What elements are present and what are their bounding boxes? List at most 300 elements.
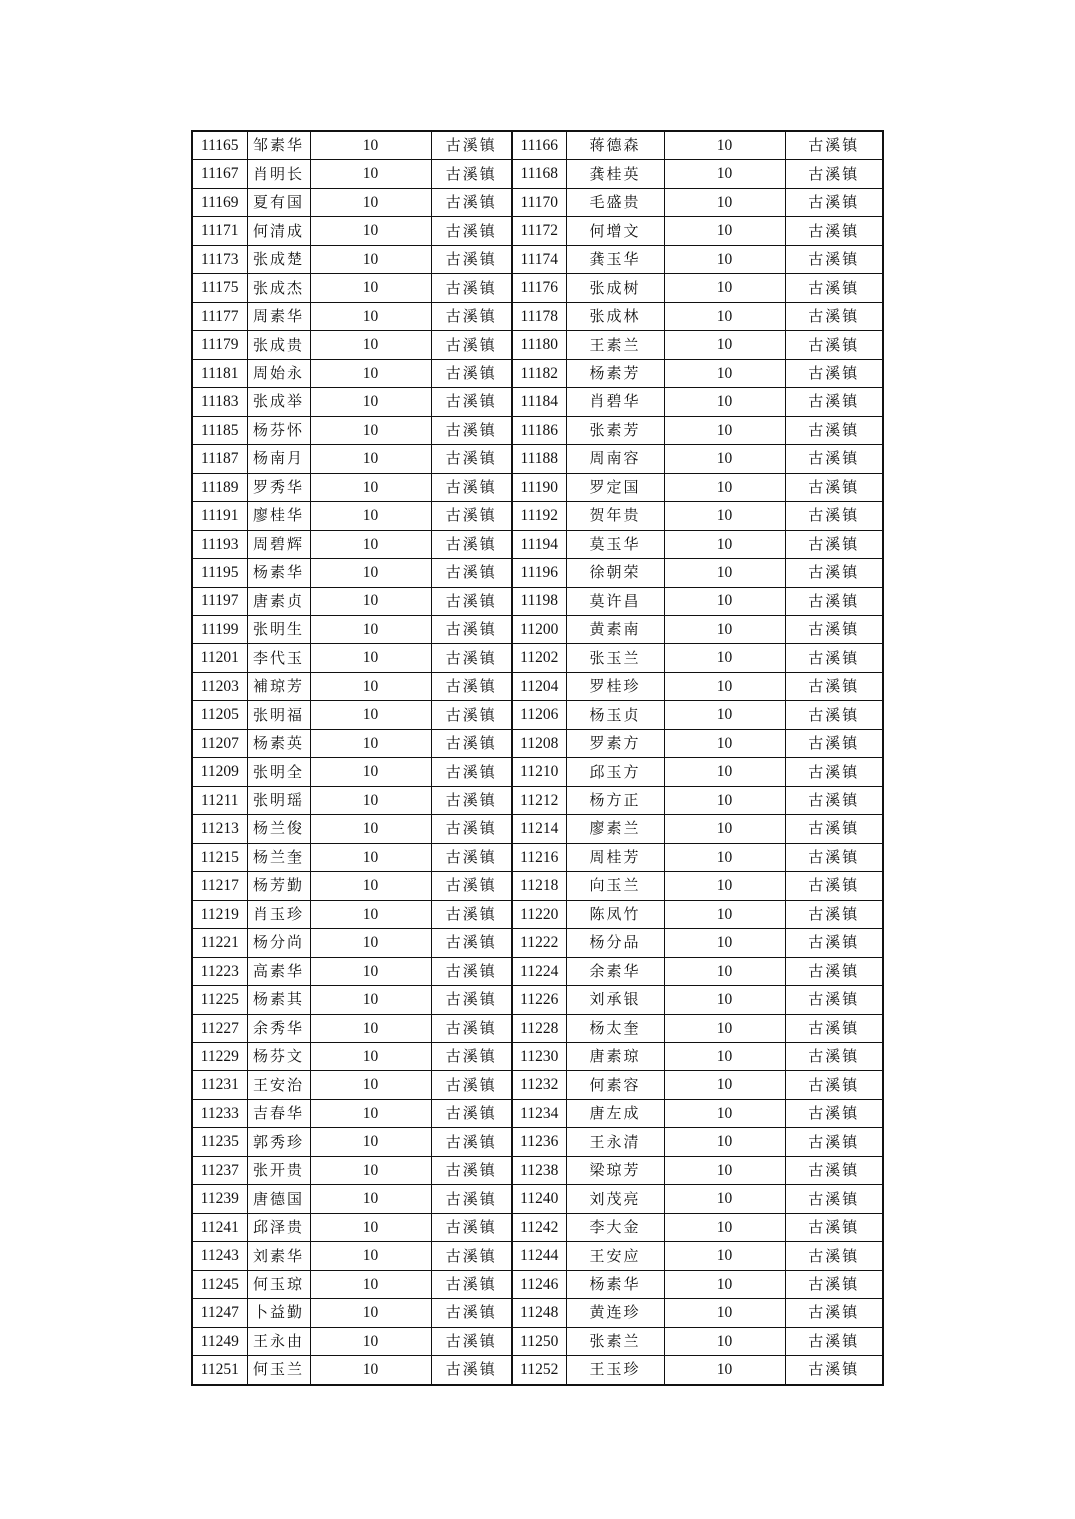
left-id-cell: 11197: [192, 587, 247, 615]
right-id-cell: 11178: [512, 302, 566, 330]
right-town-cell: 古溪镇: [785, 1242, 883, 1270]
table-row: [192, 217, 883, 245]
left-amount-cell: 10: [310, 672, 431, 700]
right-name-cell: 刘承银: [566, 986, 664, 1014]
table-row: [192, 701, 883, 729]
left-id-cell: 11241: [192, 1213, 247, 1241]
left-name-cell: 张明生: [247, 615, 310, 643]
right-amount-cell: 10: [664, 758, 785, 786]
left-id-cell: 11251: [192, 1356, 247, 1385]
left-id-cell: 11249: [192, 1327, 247, 1355]
left-id-cell: 11171: [192, 217, 247, 245]
left-town-cell: 古溪镇: [431, 359, 512, 387]
right-name-cell: 莫许昌: [566, 587, 664, 615]
table-row: [192, 615, 883, 643]
right-id-cell: 11252: [512, 1356, 566, 1385]
right-name-cell: 肖碧华: [566, 388, 664, 416]
left-id-cell: 11185: [192, 416, 247, 444]
left-town-cell: 古溪镇: [431, 1356, 512, 1385]
right-town-cell: 古溪镇: [785, 1270, 883, 1298]
right-id-cell: 11174: [512, 245, 566, 273]
right-town-cell: 古溪镇: [785, 359, 883, 387]
right-name-cell: 罗定国: [566, 473, 664, 501]
left-name-cell: 郭秀珍: [247, 1128, 310, 1156]
left-amount-cell: 10: [310, 502, 431, 530]
right-name-cell: 张成树: [566, 274, 664, 302]
right-amount-cell: 10: [664, 1099, 785, 1127]
left-id-cell: 11199: [192, 615, 247, 643]
left-town-cell: 古溪镇: [431, 1242, 512, 1270]
left-name-cell: 杨芬文: [247, 1043, 310, 1071]
left-town-cell: 古溪镇: [431, 672, 512, 700]
left-id-cell: 11201: [192, 644, 247, 672]
left-amount-cell: 10: [310, 302, 431, 330]
right-town-cell: 古溪镇: [785, 160, 883, 188]
left-amount-cell: 10: [310, 1270, 431, 1298]
table-row: [192, 302, 883, 330]
right-town-cell: 古溪镇: [785, 672, 883, 700]
right-name-cell: 黄素南: [566, 615, 664, 643]
right-amount-cell: 10: [664, 644, 785, 672]
right-id-cell: 11186: [512, 416, 566, 444]
right-id-cell: 11240: [512, 1185, 566, 1213]
right-amount-cell: 10: [664, 388, 785, 416]
table-row: [192, 644, 883, 672]
right-id-cell: 11192: [512, 502, 566, 530]
left-town-cell: 古溪镇: [431, 1071, 512, 1099]
table-row: [192, 1099, 883, 1127]
table-row: [192, 872, 883, 900]
left-town-cell: 古溪镇: [431, 274, 512, 302]
table-row: [192, 1270, 883, 1298]
right-id-cell: 11200: [512, 615, 566, 643]
left-town-cell: 古溪镇: [431, 587, 512, 615]
table-row: [192, 1356, 883, 1385]
right-name-cell: 周桂芳: [566, 843, 664, 871]
left-id-cell: 11215: [192, 843, 247, 871]
table-row: [192, 530, 883, 558]
table-row: [192, 1014, 883, 1042]
left-id-cell: 11169: [192, 188, 247, 216]
right-amount-cell: 10: [664, 587, 785, 615]
left-name-cell: 刘素华: [247, 1242, 310, 1270]
right-id-cell: 11194: [512, 530, 566, 558]
right-id-cell: 11220: [512, 900, 566, 928]
right-id-cell: 11176: [512, 274, 566, 302]
right-name-cell: 张成林: [566, 302, 664, 330]
right-amount-cell: 10: [664, 188, 785, 216]
right-name-cell: 张素兰: [566, 1327, 664, 1355]
right-town-cell: 古溪镇: [785, 388, 883, 416]
left-town-cell: 古溪镇: [431, 1128, 512, 1156]
right-town-cell: 古溪镇: [785, 872, 883, 900]
right-name-cell: 何增文: [566, 217, 664, 245]
table-row: [192, 445, 883, 473]
left-id-cell: 11223: [192, 957, 247, 985]
left-amount-cell: 10: [310, 1128, 431, 1156]
left-amount-cell: 10: [310, 729, 431, 757]
left-name-cell: 夏有国: [247, 188, 310, 216]
left-name-cell: 肖玉珍: [247, 900, 310, 928]
right-name-cell: 唐左成: [566, 1099, 664, 1127]
right-name-cell: 王永清: [566, 1128, 664, 1156]
right-amount-cell: 10: [664, 416, 785, 444]
right-id-cell: 11226: [512, 986, 566, 1014]
right-name-cell: 张素芳: [566, 416, 664, 444]
left-id-cell: 11213: [192, 815, 247, 843]
left-town-cell: 古溪镇: [431, 729, 512, 757]
right-id-cell: 11208: [512, 729, 566, 757]
right-town-cell: 古溪镇: [785, 1356, 883, 1385]
right-amount-cell: 10: [664, 502, 785, 530]
left-id-cell: 11221: [192, 929, 247, 957]
left-id-cell: 11233: [192, 1099, 247, 1127]
right-town-cell: 古溪镇: [785, 957, 883, 985]
left-id-cell: 11205: [192, 701, 247, 729]
left-name-cell: 補琼芳: [247, 672, 310, 700]
left-name-cell: 余秀华: [247, 1014, 310, 1042]
left-town-cell: 古溪镇: [431, 615, 512, 643]
left-amount-cell: 10: [310, 1242, 431, 1270]
right-id-cell: 11180: [512, 331, 566, 359]
right-name-cell: 唐素琼: [566, 1043, 664, 1071]
right-amount-cell: 10: [664, 274, 785, 302]
left-town-cell: 古溪镇: [431, 188, 512, 216]
table-row: [192, 331, 883, 359]
right-name-cell: 罗素方: [566, 729, 664, 757]
left-town-cell: 古溪镇: [431, 815, 512, 843]
right-name-cell: 杨太奎: [566, 1014, 664, 1042]
right-id-cell: 11232: [512, 1071, 566, 1099]
left-amount-cell: 10: [310, 1327, 431, 1355]
left-town-cell: 古溪镇: [431, 245, 512, 273]
left-amount-cell: 10: [310, 217, 431, 245]
left-id-cell: 11191: [192, 502, 247, 530]
right-town-cell: 古溪镇: [785, 245, 883, 273]
right-town-cell: 古溪镇: [785, 644, 883, 672]
right-amount-cell: 10: [664, 701, 785, 729]
left-amount-cell: 10: [310, 1099, 431, 1127]
right-id-cell: 11246: [512, 1270, 566, 1298]
table-row: [192, 388, 883, 416]
left-amount-cell: 10: [310, 815, 431, 843]
right-amount-cell: 10: [664, 1156, 785, 1184]
left-id-cell: 11189: [192, 473, 247, 501]
right-amount-cell: 10: [664, 929, 785, 957]
right-amount-cell: 10: [664, 986, 785, 1014]
right-id-cell: 11206: [512, 701, 566, 729]
right-id-cell: 11196: [512, 559, 566, 587]
left-town-cell: 古溪镇: [431, 1043, 512, 1071]
left-amount-cell: 10: [310, 929, 431, 957]
table-row: [192, 274, 883, 302]
right-town-cell: 古溪镇: [785, 445, 883, 473]
right-amount-cell: 10: [664, 1071, 785, 1099]
right-amount-cell: 10: [664, 1327, 785, 1355]
left-id-cell: 11181: [192, 359, 247, 387]
right-town-cell: 古溪镇: [785, 502, 883, 530]
table-row: [192, 1043, 883, 1071]
table-row: [192, 131, 883, 160]
right-id-cell: 11236: [512, 1128, 566, 1156]
right-amount-cell: 10: [664, 559, 785, 587]
right-name-cell: 梁琼芳: [566, 1156, 664, 1184]
left-name-cell: 李代玉: [247, 644, 310, 672]
left-amount-cell: 10: [310, 957, 431, 985]
right-town-cell: 古溪镇: [785, 302, 883, 330]
left-id-cell: 11209: [192, 758, 247, 786]
left-amount-cell: 10: [310, 245, 431, 273]
left-amount-cell: 10: [310, 359, 431, 387]
table-row: [192, 729, 883, 757]
left-town-cell: 古溪镇: [431, 388, 512, 416]
left-town-cell: 古溪镇: [431, 1299, 512, 1327]
right-town-cell: 古溪镇: [785, 900, 883, 928]
right-amount-cell: 10: [664, 1185, 785, 1213]
right-name-cell: 杨玉贞: [566, 701, 664, 729]
right-id-cell: 11214: [512, 815, 566, 843]
left-id-cell: 11219: [192, 900, 247, 928]
left-amount-cell: 10: [310, 986, 431, 1014]
right-town-cell: 古溪镇: [785, 1156, 883, 1184]
left-amount-cell: 10: [310, 1071, 431, 1099]
left-id-cell: 11239: [192, 1185, 247, 1213]
left-amount-cell: 10: [310, 1356, 431, 1385]
table-row: [192, 786, 883, 814]
right-town-cell: 古溪镇: [785, 1043, 883, 1071]
left-town-cell: 古溪镇: [431, 929, 512, 957]
left-town-cell: 古溪镇: [431, 1213, 512, 1241]
left-town-cell: 古溪镇: [431, 1099, 512, 1127]
left-name-cell: 杨芬怀: [247, 416, 310, 444]
right-id-cell: 11190: [512, 473, 566, 501]
left-name-cell: 何清成: [247, 217, 310, 245]
left-name-cell: 张成贵: [247, 331, 310, 359]
right-id-cell: 11234: [512, 1099, 566, 1127]
left-town-cell: 古溪镇: [431, 217, 512, 245]
left-name-cell: 杨素其: [247, 986, 310, 1014]
right-id-cell: 11210: [512, 758, 566, 786]
right-id-cell: 11238: [512, 1156, 566, 1184]
right-town-cell: 古溪镇: [785, 559, 883, 587]
right-town-cell: 古溪镇: [785, 758, 883, 786]
right-amount-cell: 10: [664, 217, 785, 245]
right-town-cell: 古溪镇: [785, 217, 883, 245]
left-name-cell: 张成杰: [247, 274, 310, 302]
left-name-cell: 杨素华: [247, 559, 310, 587]
left-town-cell: 古溪镇: [431, 786, 512, 814]
left-name-cell: 王永由: [247, 1327, 310, 1355]
right-amount-cell: 10: [664, 1270, 785, 1298]
table-row: [192, 473, 883, 501]
table-row: [192, 1185, 883, 1213]
left-amount-cell: 10: [310, 1043, 431, 1071]
left-amount-cell: 10: [310, 1014, 431, 1042]
left-id-cell: 11211: [192, 786, 247, 814]
left-amount-cell: 10: [310, 388, 431, 416]
left-town-cell: 古溪镇: [431, 530, 512, 558]
left-town-cell: 古溪镇: [431, 416, 512, 444]
right-id-cell: 11216: [512, 843, 566, 871]
left-amount-cell: 10: [310, 445, 431, 473]
left-amount-cell: 10: [310, 900, 431, 928]
left-id-cell: 11247: [192, 1299, 247, 1327]
left-town-cell: 古溪镇: [431, 644, 512, 672]
table-row: [192, 843, 883, 871]
left-amount-cell: 10: [310, 701, 431, 729]
right-name-cell: 莫玉华: [566, 530, 664, 558]
right-id-cell: 11198: [512, 587, 566, 615]
table-row: [192, 1213, 883, 1241]
left-name-cell: 张明瑶: [247, 786, 310, 814]
left-id-cell: 11245: [192, 1270, 247, 1298]
right-town-cell: 古溪镇: [785, 1299, 883, 1327]
table-row: [192, 587, 883, 615]
right-amount-cell: 10: [664, 1128, 785, 1156]
left-name-cell: 杨南月: [247, 445, 310, 473]
left-id-cell: 11243: [192, 1242, 247, 1270]
left-name-cell: 卜益勤: [247, 1299, 310, 1327]
right-name-cell: 龚玉华: [566, 245, 664, 273]
left-amount-cell: 10: [310, 188, 431, 216]
right-town-cell: 古溪镇: [785, 188, 883, 216]
table-row: [192, 559, 883, 587]
right-id-cell: 11172: [512, 217, 566, 245]
left-name-cell: 张明全: [247, 758, 310, 786]
right-amount-cell: 10: [664, 815, 785, 843]
right-amount-cell: 10: [664, 160, 785, 188]
right-name-cell: 杨分品: [566, 929, 664, 957]
right-name-cell: 蒋德森: [566, 131, 664, 160]
left-town-cell: 古溪镇: [431, 1156, 512, 1184]
right-town-cell: 古溪镇: [785, 131, 883, 160]
left-name-cell: 吉春华: [247, 1099, 310, 1127]
table-row: [192, 815, 883, 843]
right-town-cell: 古溪镇: [785, 1071, 883, 1099]
table-row: [192, 1156, 883, 1184]
right-town-cell: 古溪镇: [785, 786, 883, 814]
roster-table: [191, 130, 884, 1386]
left-town-cell: 古溪镇: [431, 1185, 512, 1213]
table-row: [192, 1071, 883, 1099]
left-town-cell: 古溪镇: [431, 1327, 512, 1355]
roster-body: [192, 131, 883, 1385]
left-amount-cell: 10: [310, 644, 431, 672]
right-name-cell: 杨方正: [566, 786, 664, 814]
right-amount-cell: 10: [664, 131, 785, 160]
left-name-cell: 杨兰奎: [247, 843, 310, 871]
right-amount-cell: 10: [664, 1213, 785, 1241]
table-row: [192, 502, 883, 530]
left-town-cell: 古溪镇: [431, 843, 512, 871]
table-row: [192, 160, 883, 188]
right-amount-cell: 10: [664, 1299, 785, 1327]
left-name-cell: 高素华: [247, 957, 310, 985]
right-id-cell: 11184: [512, 388, 566, 416]
left-town-cell: 古溪镇: [431, 302, 512, 330]
left-id-cell: 11179: [192, 331, 247, 359]
table-row: [192, 1299, 883, 1327]
right-amount-cell: 10: [664, 331, 785, 359]
left-id-cell: 11217: [192, 872, 247, 900]
left-town-cell: 古溪镇: [431, 1270, 512, 1298]
left-town-cell: 古溪镇: [431, 900, 512, 928]
right-town-cell: 古溪镇: [785, 1213, 883, 1241]
right-name-cell: 龚桂英: [566, 160, 664, 188]
table-row: [192, 758, 883, 786]
right-id-cell: 11218: [512, 872, 566, 900]
right-name-cell: 王安应: [566, 1242, 664, 1270]
left-town-cell: 古溪镇: [431, 473, 512, 501]
right-town-cell: 古溪镇: [785, 530, 883, 558]
right-town-cell: 古溪镇: [785, 1327, 883, 1355]
right-town-cell: 古溪镇: [785, 729, 883, 757]
left-amount-cell: 10: [310, 274, 431, 302]
right-amount-cell: 10: [664, 445, 785, 473]
left-name-cell: 周碧辉: [247, 530, 310, 558]
right-name-cell: 黄连珍: [566, 1299, 664, 1327]
right-town-cell: 古溪镇: [785, 615, 883, 643]
left-name-cell: 王安治: [247, 1071, 310, 1099]
left-name-cell: 廖桂华: [247, 502, 310, 530]
left-town-cell: 古溪镇: [431, 1014, 512, 1042]
left-amount-cell: 10: [310, 160, 431, 188]
left-id-cell: 11237: [192, 1156, 247, 1184]
right-amount-cell: 10: [664, 302, 785, 330]
right-amount-cell: 10: [664, 615, 785, 643]
left-name-cell: 肖明长: [247, 160, 310, 188]
right-amount-cell: 10: [664, 957, 785, 985]
left-name-cell: 张成楚: [247, 245, 310, 273]
left-amount-cell: 10: [310, 872, 431, 900]
right-amount-cell: 10: [664, 672, 785, 700]
right-town-cell: 古溪镇: [785, 274, 883, 302]
right-name-cell: 毛盛贵: [566, 188, 664, 216]
left-town-cell: 古溪镇: [431, 331, 512, 359]
left-id-cell: 11207: [192, 729, 247, 757]
right-town-cell: 古溪镇: [785, 416, 883, 444]
left-name-cell: 唐德国: [247, 1185, 310, 1213]
left-name-cell: 杨芳勤: [247, 872, 310, 900]
left-amount-cell: 10: [310, 131, 431, 160]
left-amount-cell: 10: [310, 843, 431, 871]
right-name-cell: 余素华: [566, 957, 664, 985]
right-town-cell: 古溪镇: [785, 701, 883, 729]
right-name-cell: 刘茂亮: [566, 1185, 664, 1213]
right-town-cell: 古溪镇: [785, 1014, 883, 1042]
right-name-cell: 周南容: [566, 445, 664, 473]
right-amount-cell: 10: [664, 872, 785, 900]
left-town-cell: 古溪镇: [431, 986, 512, 1014]
right-name-cell: 杨素华: [566, 1270, 664, 1298]
right-id-cell: 11248: [512, 1299, 566, 1327]
right-amount-cell: 10: [664, 359, 785, 387]
right-amount-cell: 10: [664, 245, 785, 273]
right-id-cell: 11168: [512, 160, 566, 188]
left-amount-cell: 10: [310, 615, 431, 643]
right-id-cell: 11250: [512, 1327, 566, 1355]
right-amount-cell: 10: [664, 843, 785, 871]
right-name-cell: 王玉珍: [566, 1356, 664, 1385]
left-name-cell: 张明福: [247, 701, 310, 729]
left-name-cell: 周始永: [247, 359, 310, 387]
table-row: [192, 986, 883, 1014]
right-name-cell: 廖素兰: [566, 815, 664, 843]
right-name-cell: 邱玉方: [566, 758, 664, 786]
right-amount-cell: 10: [664, 530, 785, 558]
left-amount-cell: 10: [310, 1156, 431, 1184]
left-amount-cell: 10: [310, 559, 431, 587]
